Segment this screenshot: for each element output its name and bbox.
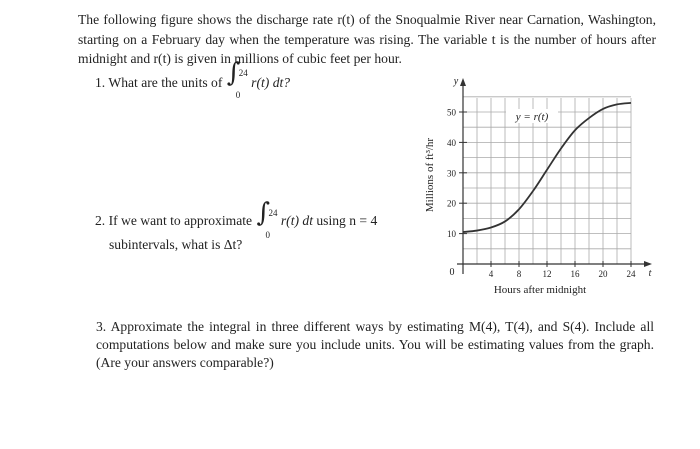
integral-sign-icon: ∫ 24 0 <box>226 70 248 96</box>
y-tick-label: 40 <box>447 137 456 148</box>
problem-intro: The following figure shows the discharge rate r(t) of the Snoqualmie River near Carnation, Washington, starting on a February day when the temperature was rising. The variable t is the number of hours after midnight and r(t) is given in millions of cubic feet per hour. <box>78 12 656 66</box>
chart-axes <box>457 78 652 274</box>
question-1-integrand: r(t) dt? <box>251 75 291 90</box>
x-tick-label: 8 <box>516 269 522 279</box>
question-2-number: 2. <box>95 213 106 228</box>
chart-ticks <box>447 108 636 280</box>
y-tick-label: 10 <box>447 229 456 240</box>
y-tick-label: 20 <box>447 198 456 209</box>
question-3-text: Approximate the integral in three different ways by estimating M(4), T(4), and S(4). Include all computations below and make sure you include units. You will be estimating values from the graph. (Are your answers comparable?) <box>96 319 654 370</box>
integral-lower-limit: 0 <box>235 90 241 100</box>
y-axis-arrow-icon <box>460 78 466 86</box>
y-axis-label: Millions of ft³/hr <box>424 137 436 213</box>
question-1-prompt: What are the units of <box>108 75 223 90</box>
x-axis-label: Hours after midnight <box>493 284 587 296</box>
y-tick-label: 30 <box>447 168 456 179</box>
x-tick-label: 24 <box>626 269 636 279</box>
question-2-integrand: r(t) dt <box>280 213 313 228</box>
question-2-prompt-tail: using n = 4 <box>316 213 378 228</box>
curve-label: y = r(t) <box>515 111 549 123</box>
origin-label: 0 <box>449 267 455 278</box>
question-2-prompt: If we want to approximate <box>108 213 253 228</box>
integral-upper-limit: 24 <box>268 208 278 218</box>
x-tick-label: 16 <box>570 269 580 279</box>
x-axis-arrow-icon <box>644 261 652 267</box>
integral-sign-icon: ∫ 24 0 <box>255 208 277 234</box>
x-tick-label: 4 <box>488 269 494 279</box>
question-3-number: 3. <box>96 319 107 334</box>
x-tick-label: 20 <box>598 269 608 279</box>
y-tick-label: 50 <box>447 107 456 118</box>
question-1-number: 1. <box>95 75 106 90</box>
y-axis-letter: y <box>453 76 459 87</box>
integral-lower-limit: 0 <box>265 230 270 240</box>
integral-upper-limit: 24 <box>238 68 248 78</box>
x-tick-label: 12 <box>542 269 552 279</box>
x-axis-letter: t <box>648 268 652 279</box>
question-2-prompt-line2: subintervals, what is Δt? <box>109 237 243 252</box>
